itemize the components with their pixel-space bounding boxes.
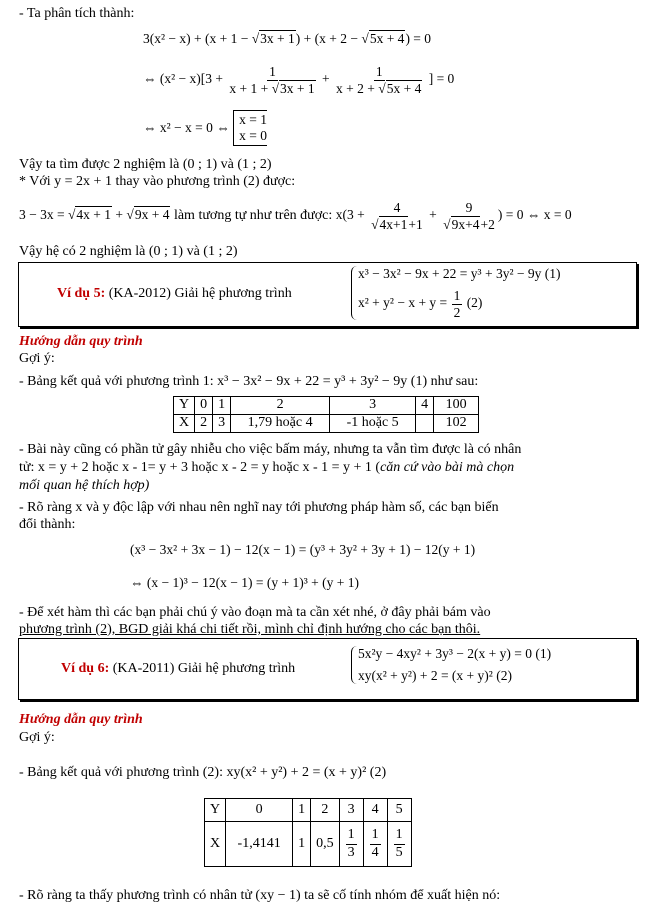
- table-cell: 3: [330, 397, 416, 415]
- table-cell: 2: [311, 799, 340, 822]
- hint-1: Gợi ý:: [19, 351, 55, 366]
- example-5-text: (KA-2012) Giải hệ phương trình: [105, 286, 292, 301]
- example-6-heading: [61, 661, 295, 678]
- case-2: x = 0: [239, 128, 268, 144]
- fraction-cell: $\frac{1}{5}$: [395, 827, 403, 860]
- paragraph-noise-1: - Bài này cũng có phần tử gây nhiễu cho việc bấm máy, nhưng ta vẫn tìm được là có nhân: [19, 442, 522, 457]
- paragraph-function-2: đổi thành:: [19, 517, 76, 532]
- eq4-a: 3 − 3x =: [19, 207, 68, 223]
- table-cell: 0,5: [311, 822, 340, 867]
- ex5-eq2: x² + y² − x + y = $\frac{1}{2}$ (2): [358, 288, 483, 320]
- equation-expanded: [143, 31, 431, 47]
- case-1: x = 1: [239, 112, 268, 127]
- table-eq2-results: [204, 798, 412, 867]
- paragraph-note-1: - Để xét hàm thì các bạn phải chú ý vào đoạn mà ta cần xét nhé, ở đây phải bám vào: [19, 605, 491, 620]
- text-system-solutions: Vậy hệ có 2 nghiệm là (0 ; 1) và (1 ; 2): [19, 244, 238, 259]
- intro-line: - Ta phân tích thành:: [19, 6, 135, 21]
- eq1-part-c: ) = 0: [405, 31, 432, 46]
- table-row: [205, 799, 412, 822]
- ex6-eq2: xy(x² + y²) + 2 = (x + y)² (2): [358, 668, 512, 684]
- equation-cubic-equivalent: ⇔ (x − 1)³ − 12(x − 1) = (y + 1)³ + (y + 1): [130, 575, 359, 590]
- equation-solutions: [143, 110, 267, 146]
- table-cell: Y: [205, 799, 226, 822]
- fraction-9: $\frac{9}{√9x+4+2}$: [443, 200, 495, 232]
- eq2-lhs: ⇔ (x² − x)[3 +: [143, 71, 227, 87]
- ex5-eq1: x³ − 3x² − 9x + 22 = y³ + 3y² − 9y (1): [358, 266, 561, 281]
- equation-factored: [143, 64, 454, 96]
- equation-substituted: [19, 200, 572, 232]
- table-cell: 102: [434, 415, 479, 433]
- fraction-cell: $\frac{1}{3}$: [347, 827, 355, 860]
- table-cell: -1 hoặc 5: [330, 415, 416, 433]
- example-5-label: Ví dụ 5:: [57, 286, 106, 301]
- eq4-plus: +: [425, 207, 441, 223]
- case-bracket: [233, 110, 267, 146]
- table-cell: X: [205, 822, 226, 867]
- paragraph-note-2: phương trình (2), BGD giải khá chi tiết rồi, mình chỉ định hướng cho các bạn thôi.: [19, 622, 481, 637]
- eq4-c: x(3 +: [335, 207, 369, 223]
- fraction-4: $\frac{4}{√4x+1+1}$: [371, 200, 423, 232]
- text-table1-intro: - Bảng kết quả với phương trình 1: x³ − 3x² − 9x + 22 = y³ + 3y² − 9y (1) như sau:: [19, 374, 479, 389]
- text-substitute: * Với y = 2x + 1 thay vào phương trình (2) được:: [19, 174, 296, 189]
- paragraph-function-1: - Rõ ràng x và y độc lập với nhau nên nghĩ nay tới phương pháp hàm số, các bạn biến: [19, 500, 499, 515]
- table-cell: 1,79 hoặc 4: [231, 415, 330, 433]
- equation-cubic-transform: (x³ − 3x² + 3x − 1) − 12(x − 1) = (y³ + 3y² + 3y + 1) − 12(y + 1): [130, 542, 476, 557]
- paragraph-noise-2: tử: x = y + 2 hoặc x - 1= y + 3 hoặc x - 2 = y hoặc x - 1 = y + 1 (căn cứ vào bài mà chọn: [19, 460, 515, 475]
- table-eq1-results: [173, 396, 479, 433]
- eq1-part-a: 3(x² − x) + (x + 1 −: [143, 31, 252, 46]
- table-cell: 100: [434, 397, 479, 415]
- table-cell: X: [174, 415, 195, 433]
- sqrt-4x1: √4x + 1: [67, 207, 112, 223]
- hint-2: Gợi ý:: [19, 730, 55, 745]
- example-5-box: [18, 262, 637, 327]
- eq4-end: ) = 0 ⇔ x = 0: [497, 207, 572, 223]
- system-brace-6: [351, 646, 551, 684]
- example-6-box: [18, 638, 637, 700]
- table-cell: 3: [213, 415, 231, 433]
- ex6-eq1: 5x²y − 4xy² + 3y³ − 2(x + y) = 0 (1): [358, 646, 552, 661]
- text-factor-note: - Rõ ràng ta thấy phương trình có nhân tử (xy − 1) ta sẽ cố tính nhóm để xuất hiện nó:: [19, 888, 501, 903]
- table-cell: 4: [363, 799, 387, 822]
- sqrt-5x4: √5x + 4: [361, 31, 405, 46]
- eq2-rhs: ] = 0: [428, 71, 455, 87]
- table-cell: [363, 822, 387, 867]
- sqrt-3x1: √3x + 1: [251, 31, 295, 46]
- table-cell: -1,4141: [226, 822, 293, 867]
- fraction-2: $\frac{1}{x + 2 + √5x + 4}$: [336, 64, 422, 96]
- table-cell: [416, 415, 434, 433]
- eq1-part-b: ) + (x + 2 −: [295, 31, 362, 46]
- table-cell: Y: [174, 397, 195, 415]
- eq2-plus: +: [322, 71, 334, 87]
- sqrt-9x4: √9x + 4: [126, 207, 170, 223]
- eq4-mid: làm tương tự như trên được:: [170, 208, 336, 224]
- table-cell: 5: [387, 799, 411, 822]
- table-cell: [339, 822, 363, 867]
- guide-heading-1: Hướng dẫn quy trình: [19, 334, 143, 349]
- example-6-label: Ví dụ 6:: [61, 661, 110, 676]
- text-table2-intro: - Bảng kết quả với phương trình (2): xy(x² + y²) + 2 = (x + y)² (2): [19, 765, 387, 780]
- example-5-heading: [57, 286, 292, 303]
- table-cell: 3: [339, 799, 363, 822]
- table-cell: 1: [293, 799, 311, 822]
- fraction-cell: $\frac{1}{4}$: [371, 827, 379, 860]
- fraction-1: $\frac{1}{x + 1 + √3x + 1}$: [229, 64, 315, 96]
- table-cell: [387, 822, 411, 867]
- eq4-b: +: [112, 207, 127, 223]
- guide-heading-2: Hướng dẫn quy trình: [19, 712, 143, 727]
- table-cell: 2: [195, 415, 213, 433]
- table-cell: 0: [226, 799, 293, 822]
- example-6-text: (KA-2011) Giải hệ phương trình: [109, 661, 296, 676]
- table-row: [174, 397, 479, 415]
- paragraph-noise-3: mối quan hệ thích hợp): [19, 478, 150, 493]
- table-row: [174, 415, 479, 433]
- table-cell: 1: [213, 397, 231, 415]
- example-6-system: [351, 646, 551, 684]
- table-cell: 1: [293, 822, 311, 867]
- example-5-system: [351, 266, 561, 320]
- table-cell: 4: [416, 397, 434, 415]
- system-brace-5: [351, 266, 561, 320]
- eq3-lhs: ⇔ x² − x = 0 ⇔: [143, 120, 230, 136]
- text-two-solutions: Vậy ta tìm được 2 nghiệm là (0 ; 1) và (1 ; 2): [19, 157, 272, 172]
- table-cell: 2: [231, 397, 330, 415]
- table-row: [205, 822, 412, 867]
- table-cell: 0: [195, 397, 213, 415]
